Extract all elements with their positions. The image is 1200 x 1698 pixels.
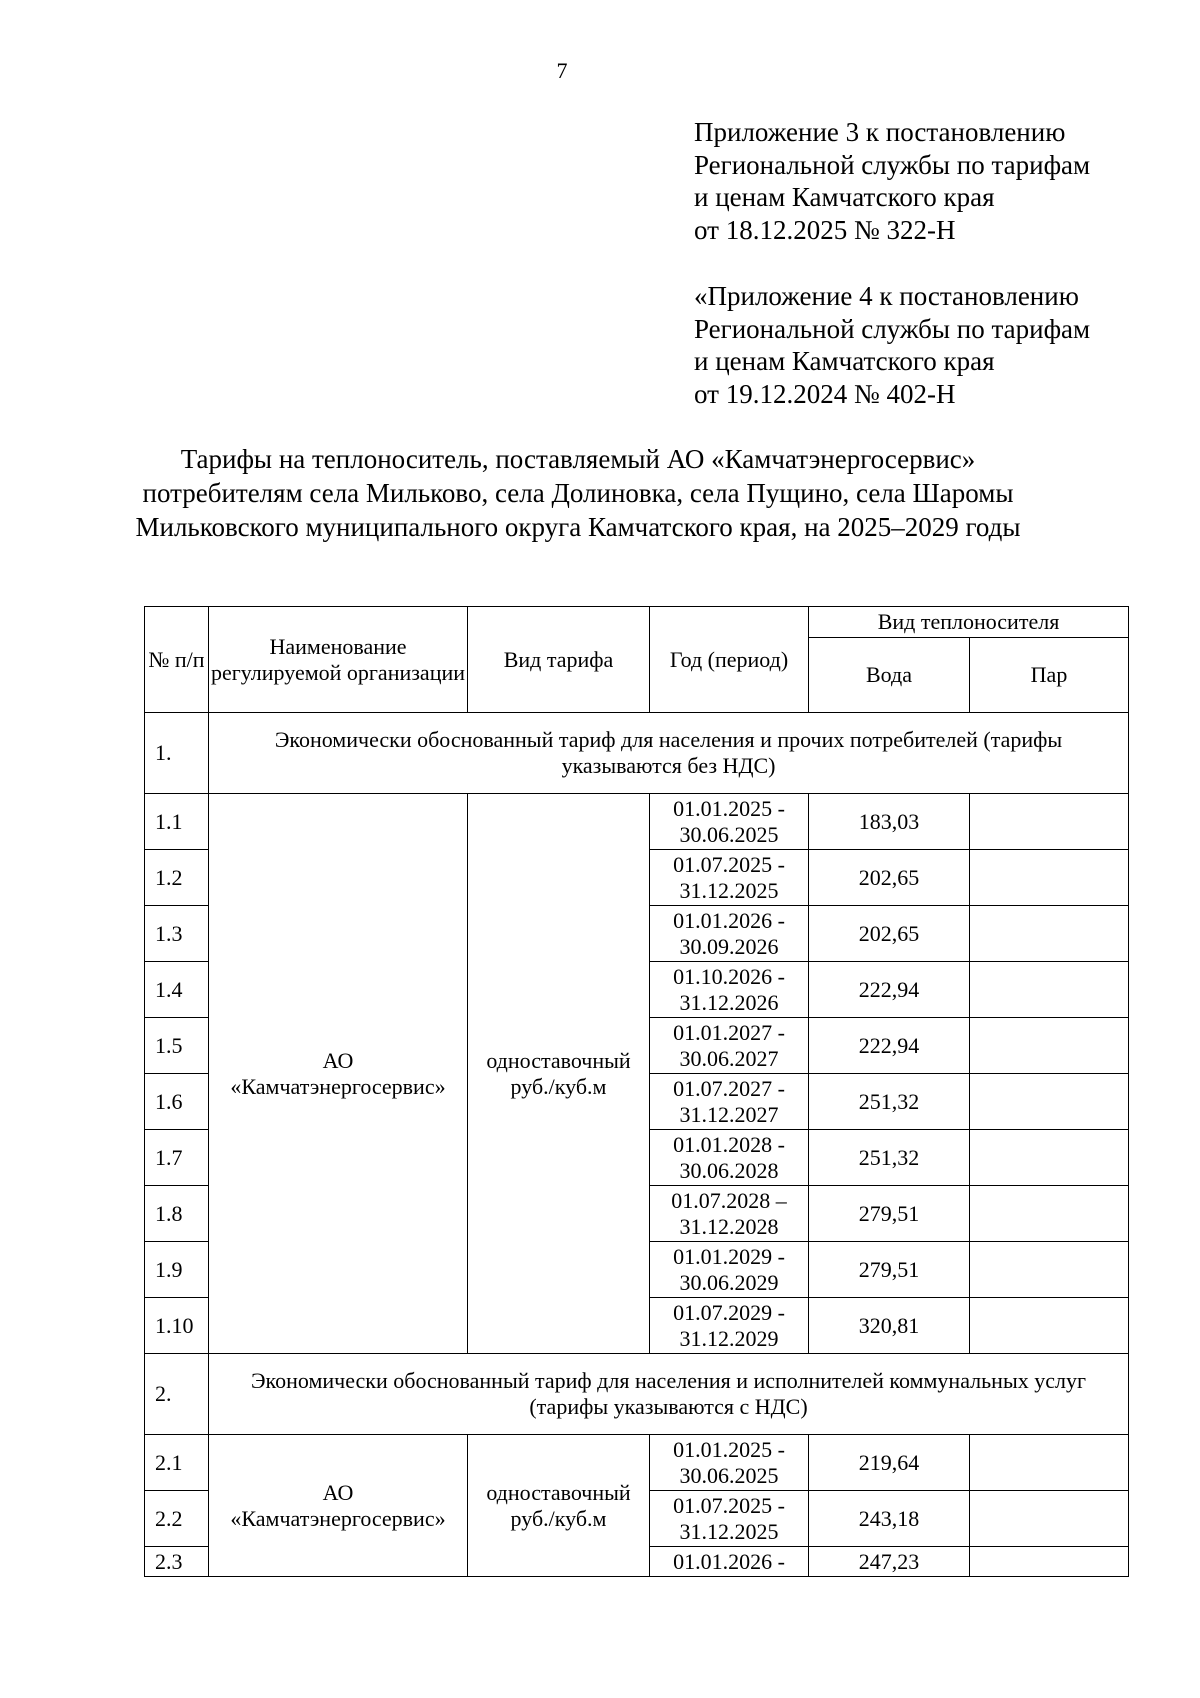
steam-tariff-value bbox=[970, 1018, 1129, 1074]
appendix-previous-block bbox=[694, 280, 1134, 410]
section-row bbox=[145, 1354, 1129, 1435]
tariff-table bbox=[144, 606, 1129, 1577]
row-number: 1.3 bbox=[145, 906, 209, 962]
organization-name-line: «Камчатэнергосервис» bbox=[230, 1505, 446, 1531]
row-number: 1.1 bbox=[145, 794, 209, 850]
water-tariff-value: 320,81 bbox=[809, 1298, 970, 1354]
tariff-type-line: одноставочный bbox=[486, 1479, 631, 1505]
period-start: 01.01.2026 - bbox=[673, 907, 785, 933]
tariff-unit-line: руб./куб.м bbox=[510, 1505, 607, 1531]
steam-tariff-value bbox=[970, 794, 1129, 850]
period-start: 01.07.2028 – bbox=[671, 1187, 787, 1213]
period-start: 01.10.2026 - bbox=[673, 963, 785, 989]
steam-tariff-value bbox=[970, 1074, 1129, 1130]
period-start: 01.07.2025 - bbox=[673, 851, 785, 877]
water-tariff-value: 183,03 bbox=[809, 794, 970, 850]
row-number: 2.2 bbox=[145, 1491, 209, 1547]
appendix-line: от 19.12.2024 № 402-Н bbox=[694, 378, 956, 409]
period-end: 31.12.2026 bbox=[679, 989, 779, 1015]
period-end: 30.09.2026 bbox=[679, 933, 779, 959]
title-line: Тарифы на теплоноситель, поставляемый АО «Камчатэнергосервис» bbox=[180, 444, 976, 474]
header-number: № п/п bbox=[145, 607, 209, 713]
steam-tariff-value bbox=[970, 850, 1129, 906]
header-water: Вода bbox=[809, 638, 970, 713]
appendix-current-block bbox=[694, 116, 1134, 246]
document-title bbox=[0, 442, 1178, 544]
appendix-line: и ценам Камчатского края bbox=[694, 346, 995, 376]
period-end: 30.06.2028 bbox=[679, 1157, 779, 1183]
steam-tariff-value bbox=[970, 1130, 1129, 1186]
water-tariff-value: 202,65 bbox=[809, 906, 970, 962]
row-number: 1.9 bbox=[145, 1242, 209, 1298]
header-organization: Наименование регулируемой организации bbox=[209, 607, 468, 713]
water-tariff-value: 222,94 bbox=[809, 1018, 970, 1074]
row-number: 1.7 bbox=[145, 1130, 209, 1186]
period-end: 31.12.2028 bbox=[679, 1213, 779, 1239]
organization-cell bbox=[209, 1435, 468, 1577]
organization-name-line: «Камчатэнергосервис» bbox=[230, 1073, 446, 1099]
period-cell bbox=[650, 1130, 809, 1186]
period-end: 31.12.2029 bbox=[679, 1325, 779, 1351]
appendix-line: «Приложение 4 к постановлению bbox=[694, 281, 1079, 311]
tariff-type-cell bbox=[468, 794, 650, 1354]
water-tariff-value: 251,32 bbox=[809, 1130, 970, 1186]
row-number: 2.3 bbox=[145, 1547, 209, 1577]
row-number: 1.6 bbox=[145, 1074, 209, 1130]
period-cell bbox=[650, 1018, 809, 1074]
period-end: 30.06.2025 bbox=[679, 1462, 779, 1488]
organization-name-line: АО bbox=[322, 1047, 354, 1073]
water-tariff-value: 251,32 bbox=[809, 1074, 970, 1130]
organization-cell bbox=[209, 794, 468, 1354]
period-cell bbox=[650, 1242, 809, 1298]
header-tariff-type: Вид тарифа bbox=[468, 607, 650, 713]
period-end: 31.12.2027 bbox=[679, 1101, 779, 1127]
period-cell bbox=[650, 962, 809, 1018]
steam-tariff-value bbox=[970, 1242, 1129, 1298]
header-row bbox=[145, 607, 1129, 638]
period-start: 01.01.2025 - bbox=[673, 1436, 785, 1462]
period-start: 01.01.2025 - bbox=[673, 795, 785, 821]
steam-tariff-value bbox=[970, 1186, 1129, 1242]
period-end: 31.12.2025 bbox=[679, 1518, 779, 1544]
table-row bbox=[145, 794, 1129, 850]
period-start: 01.07.2027 - bbox=[673, 1075, 785, 1101]
water-tariff-value: 222,94 bbox=[809, 962, 970, 1018]
section-row bbox=[145, 713, 1129, 794]
water-tariff-value: 219,64 bbox=[809, 1435, 970, 1491]
period-start: 01.01.2028 - bbox=[673, 1131, 785, 1157]
section-number: 2. bbox=[145, 1354, 209, 1435]
appendix-line: и ценам Камчатского края bbox=[694, 182, 995, 212]
row-number: 1.10 bbox=[145, 1298, 209, 1354]
row-number: 1.2 bbox=[145, 850, 209, 906]
title-line: Мильковского муниципального округа Камчатского края, на 2025–2029 годы bbox=[135, 512, 1021, 542]
period-cell bbox=[650, 1298, 809, 1354]
row-number: 1.8 bbox=[145, 1186, 209, 1242]
appendix-line: Региональной службы по тарифам bbox=[694, 149, 1091, 180]
organization-name-line: АО bbox=[322, 1479, 354, 1505]
steam-tariff-value bbox=[970, 962, 1129, 1018]
period-end: 30.06.2027 bbox=[679, 1045, 779, 1071]
period-cell bbox=[650, 1547, 809, 1577]
header-steam: Пар bbox=[970, 638, 1129, 713]
period-start: 01.01.2029 - bbox=[673, 1243, 785, 1269]
period-end: 30.06.2029 bbox=[679, 1269, 779, 1295]
water-tariff-value: 247,23 bbox=[809, 1547, 970, 1577]
row-number: 1.4 bbox=[145, 962, 209, 1018]
tariff-type-line: одноставочный bbox=[486, 1047, 631, 1073]
title-line: потребителям села Мильково, села Долиновка, села Пущино, села Шаромы bbox=[142, 478, 1014, 508]
period-cell bbox=[650, 794, 809, 850]
steam-tariff-value bbox=[970, 1547, 1129, 1577]
period-start: 01.07.2025 - bbox=[673, 1492, 785, 1518]
tariff-type-cell bbox=[468, 1435, 650, 1577]
water-tariff-value: 202,65 bbox=[809, 850, 970, 906]
period-start: 01.01.2027 - bbox=[673, 1019, 785, 1045]
row-number: 1.5 bbox=[145, 1018, 209, 1074]
period-cell bbox=[650, 1186, 809, 1242]
tariff-unit-line: руб./куб.м bbox=[510, 1073, 607, 1099]
appendix-line: от 18.12.2025 № 322-Н bbox=[694, 214, 956, 245]
section-title: Экономически обоснованный тариф для населения и прочих потребителей (тарифы указываются без НДС) bbox=[209, 713, 1129, 794]
steam-tariff-value bbox=[970, 1491, 1129, 1547]
period-cell bbox=[650, 1074, 809, 1130]
water-tariff-value: 243,18 bbox=[809, 1491, 970, 1547]
appendix-line: Региональной службы по тарифам bbox=[694, 313, 1091, 344]
section-title: Экономически обоснованный тариф для населения и исполнителей коммунальных услуг (тарифы указываются с НДС) bbox=[209, 1354, 1129, 1435]
appendix-line: Приложение 3 к постановлению bbox=[694, 117, 1066, 147]
steam-tariff-value bbox=[970, 906, 1129, 962]
period-cell bbox=[650, 906, 809, 962]
page-number: 7 bbox=[556, 58, 568, 83]
steam-tariff-value bbox=[970, 1298, 1129, 1354]
table-row bbox=[145, 1435, 1129, 1491]
period-cell bbox=[650, 1491, 809, 1547]
period-cell bbox=[650, 1435, 809, 1491]
row-number: 2.1 bbox=[145, 1435, 209, 1491]
period-end: 31.12.2025 bbox=[679, 877, 779, 903]
header-carrier-group: Вид теплоносителя bbox=[809, 607, 1129, 638]
period-start: 01.07.2029 - bbox=[673, 1299, 785, 1325]
period-start: 01.01.2026 - bbox=[673, 1548, 785, 1574]
header-period: Год (период) bbox=[650, 607, 809, 713]
steam-tariff-value bbox=[970, 1435, 1129, 1491]
water-tariff-value: 279,51 bbox=[809, 1242, 970, 1298]
period-cell bbox=[650, 850, 809, 906]
water-tariff-value: 279,51 bbox=[809, 1186, 970, 1242]
section-number: 1. bbox=[145, 713, 209, 794]
period-end: 30.06.2025 bbox=[679, 821, 779, 847]
